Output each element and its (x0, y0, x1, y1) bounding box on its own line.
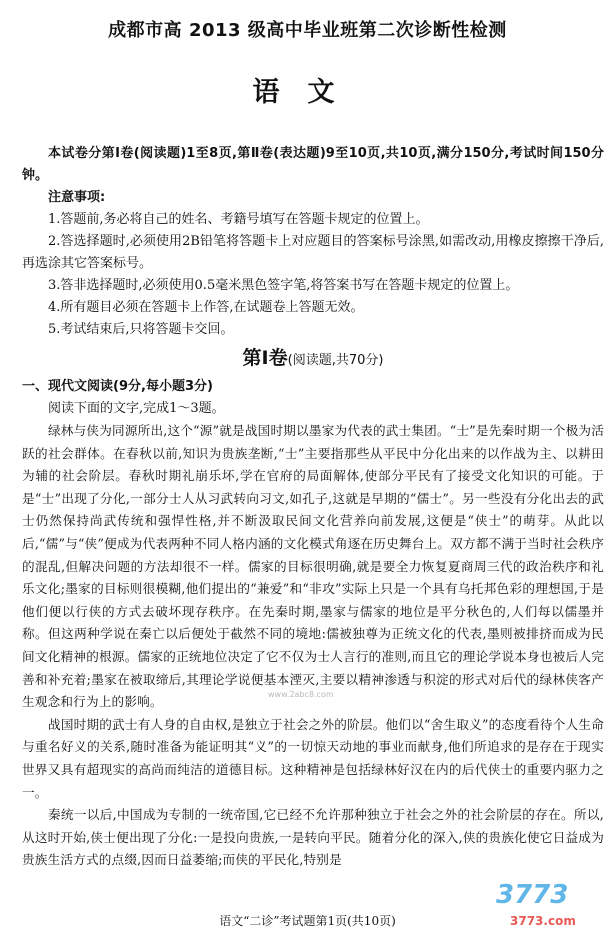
exam-body (22, 143, 604, 872)
notice-item-2: 2.答选择题时,必须使用2B铅笔将答题卡上对应题目的答案标号涂黑,如需改动,用橡皮擦擦干净后,再选涂其它答案标号。 (22, 234, 604, 271)
passage-paragraph-3: 秦统一以后,中国成为专制的一统帝国,它已经不允许那种独立于社会之外的社会阶层的存在。所以,从这时开始,侠士便出现了分化:一是投向贵族,一是转向平民。随着分化的深入,侠的贵族化使它日益成为贵族生活方式的点缀,因而日益萎缩;而侠的平民化,特别是 (22, 807, 604, 868)
section-title: 第Ⅰ卷 (242, 347, 288, 369)
intro-paragraph: 本试卷分第Ⅰ卷(阅读题)1至8页,第Ⅱ卷(表达题)9至10页,共10页,满分150分,考试时间150分钟。 (22, 146, 604, 183)
passage-paragraph-2: 战国时期的武士有人身的自由权,是独立于社会之外的阶层。他们以“舍生取义”的态度看待个人生命与重名好义的关系,随时准备为能证明其“义”的一切惊天动地的事业而献身,他们所追求的是存在于现实世界又具有超现实的高尚而纯洁的道德目标。这种精神是包括绿林好汉在内的后代侠士的重要内驱力之一。 (22, 716, 604, 800)
notice-item-5: 5.考试结束后,只将答题卡交回。 (48, 322, 234, 337)
reading-passage (22, 420, 604, 872)
watermark-url: 3773.com (510, 914, 576, 928)
notice-item-3: 3.答非选择题时,必须使用0.5毫米黑色签字笔,将答案书写在答题卡规定的位置上。 (48, 278, 519, 293)
passage-paragraph-1: 绿林与侠为同源所出,这个“源”就是战国时期以墨家为代表的武士集团。“士”是先秦时期一个极为活跃的社会群体。在春秋以前,知识为贵族垄断,“士”主要指那些从平民中分化出来的以作战为主、以耕田为辅的社会阶层。春秋时期礼崩乐坏,学在官府的局面解体,使部分平民有了接受文化知识的可能。于是“士”出现了分化,一部分士人从习武转向习文,如孔子,这就是早期的“儒士”。另一些没有分化出去的武士仍然保持尚武传统和强悍性格,并不断汲取民间文化营养向前发展,这便是“侠士”的萌芽。从此以后,“儒”与“侠”便成为代表两种不同人格内涵的文化模式角逐在历史舞台上。双方都不满于当时社会秩序的混乱,但解决问题的方法却很不一样。儒家的目标很明确,就是要全力恢复夏商周三代的政治秩序和礼乐文化;墨家的目标则很模糊,他们提出的“兼爱”和“非攻”实际上只是一个具有乌托邦色彩的理想国,于是他们便以行侠的方式去破坏现存秩序。在先秦时期,墨家与儒家的地位是平分秋色的,人们每以儒墨并称。但这两种学说在秦亡以后便处于截然不同的境地:儒被独尊为正统文化的代表,墨则被排挤而成为民间文化精神的根源。儒家的正统地位决定了它不仅为士人言行的准则,而且它的理论学说本身也被后人完善和补充着;墨家在被取缔后,其理论学说便基本湮灭,主要以精神渗透与积淀的形式对后代的绿林侠客产生观念和行为上的影响。 (22, 423, 604, 710)
page-footer: 语文“二诊”考试题第1页(共10页) (219, 914, 396, 928)
subject-heading: 语文 (252, 77, 363, 108)
part1-heading-line (22, 376, 604, 398)
watermark-site-small: www.2abc8.com (268, 690, 334, 699)
section-heading (22, 347, 604, 372)
exam-title: 成都市高 2013 级高中毕业班第二次诊断性检测 (108, 20, 507, 41)
watermark-logo: 3773 (496, 880, 569, 910)
notice-item-1: 1.答题前,务必将自己的姓名、考籍号填写在答题卡规定的位置上。 (48, 212, 429, 227)
section-subtitle: (阅读题,共70分) (287, 353, 384, 368)
notice-item-4: 4.所有题目必须在答题卡上作答,在试题卷上答题无效。 (48, 300, 364, 315)
notice-heading: 注意事项: (48, 190, 106, 205)
part1-heading: 一、现代文阅读 (22, 379, 114, 394)
part1-instruction: 阅读下面的文字,完成1～3题。 (48, 401, 225, 416)
part1-heading-note: (9分,每小题3分) (113, 379, 213, 394)
